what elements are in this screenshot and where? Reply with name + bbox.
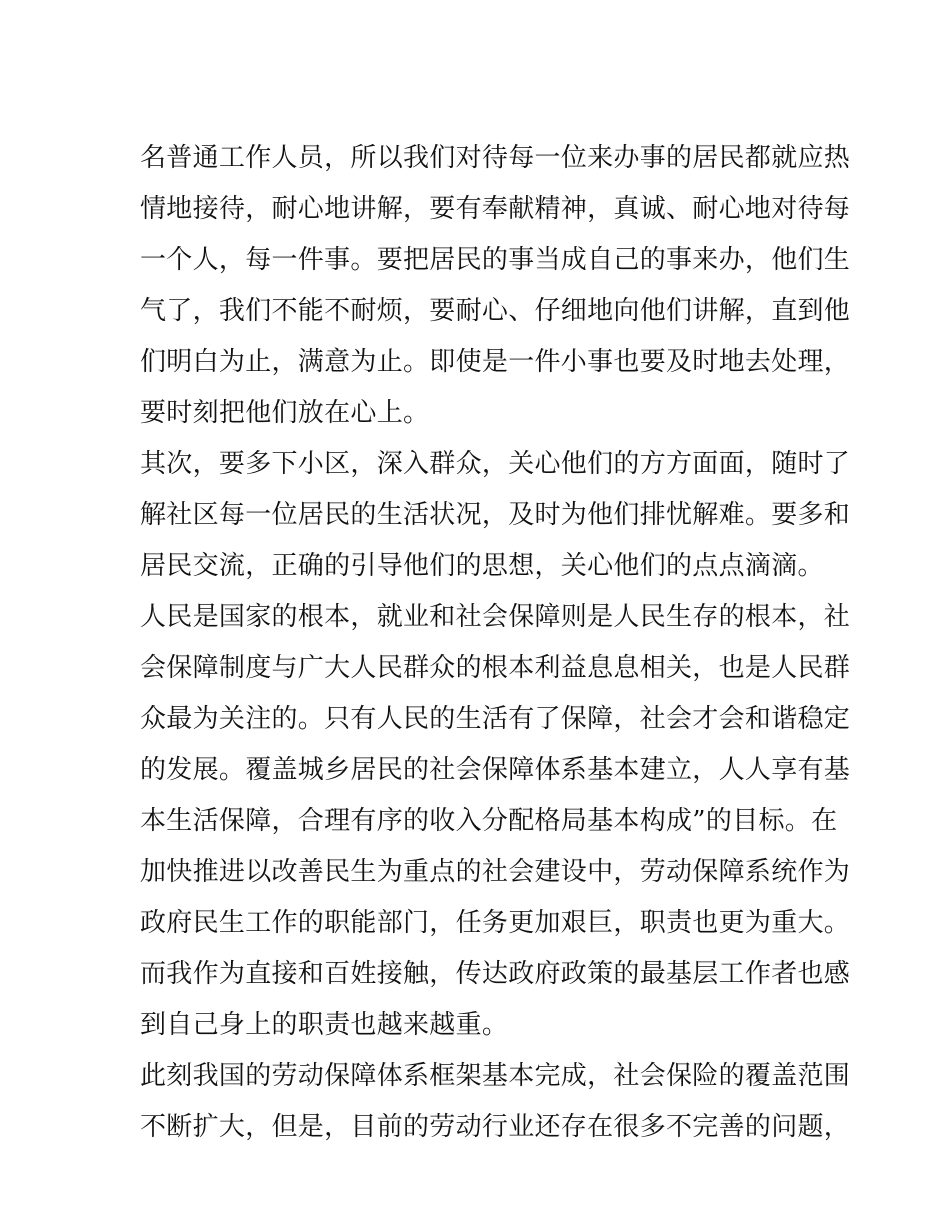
text-line: 而我作为直接和百姓接触，传达政府政策的最基层工作者也感 xyxy=(140,959,851,989)
text-line: 不断扩大，但是，目前的劳动行业还存在很多不完善的问题， xyxy=(140,1112,851,1142)
text-line: 加快推进以改善民生为重点的社会建设中，劳动保障系统作为 xyxy=(140,857,851,887)
text-line: 们明白为止，满意为止。即使是一件小事也要及时地去处理， xyxy=(140,347,851,377)
text-line: 情地接待，耐心地讲解，要有奉献精神，真诚、耐心地对待每 xyxy=(140,194,851,224)
document-body xyxy=(140,133,851,1153)
text-line: 要时刻把他们放在心上。 xyxy=(140,398,430,428)
text-line: 人民是国家的根本，就业和社会保障则是人民生存的根本，社 xyxy=(140,602,851,632)
text-line: 气了，我们不能不耐烦，要耐心、仔细地向他们讲解，直到他 xyxy=(140,296,851,326)
text-line: 此刻我国的劳动保障体系框架基本完成，社会保险的覆盖范围 xyxy=(140,1061,851,1091)
text-line: 政府民生工作的职能部门，任务更加艰巨，职责也更为重大。 xyxy=(140,908,851,938)
text-line: 名普通工作人员，所以我们对待每一位来办事的居民都就应热 xyxy=(140,143,851,173)
text-line: 一个人，每一件事。要把居民的事当成自己的事来办，他们生 xyxy=(140,245,851,275)
text-line: 众最为关注的。只有人民的生活有了保障，社会才会和谐稳定 xyxy=(140,704,851,734)
text-line: 其次，要多下小区，深入群众，关心他们的方方面面，随时了 xyxy=(140,449,851,479)
text-line: 居民交流，正确的引导他们的思想，关心他们的点点滴滴。 xyxy=(140,551,824,581)
text-line: 到自己身上的职责也越来越重。 xyxy=(140,1010,509,1040)
text-line: 本生活保障，合理有序的收入分配格局基本构成”的目标。在 xyxy=(140,806,838,836)
text-line: 解社区每一位居民的生活状况，及时为他们排忧解难。要多和 xyxy=(140,500,851,530)
text-line: 会保障制度与广大人民群众的根本利益息息相关，也是人民群 xyxy=(140,653,851,683)
text-line: 的发展。覆盖城乡居民的社会保障体系基本建立，人人享有基 xyxy=(140,755,851,785)
